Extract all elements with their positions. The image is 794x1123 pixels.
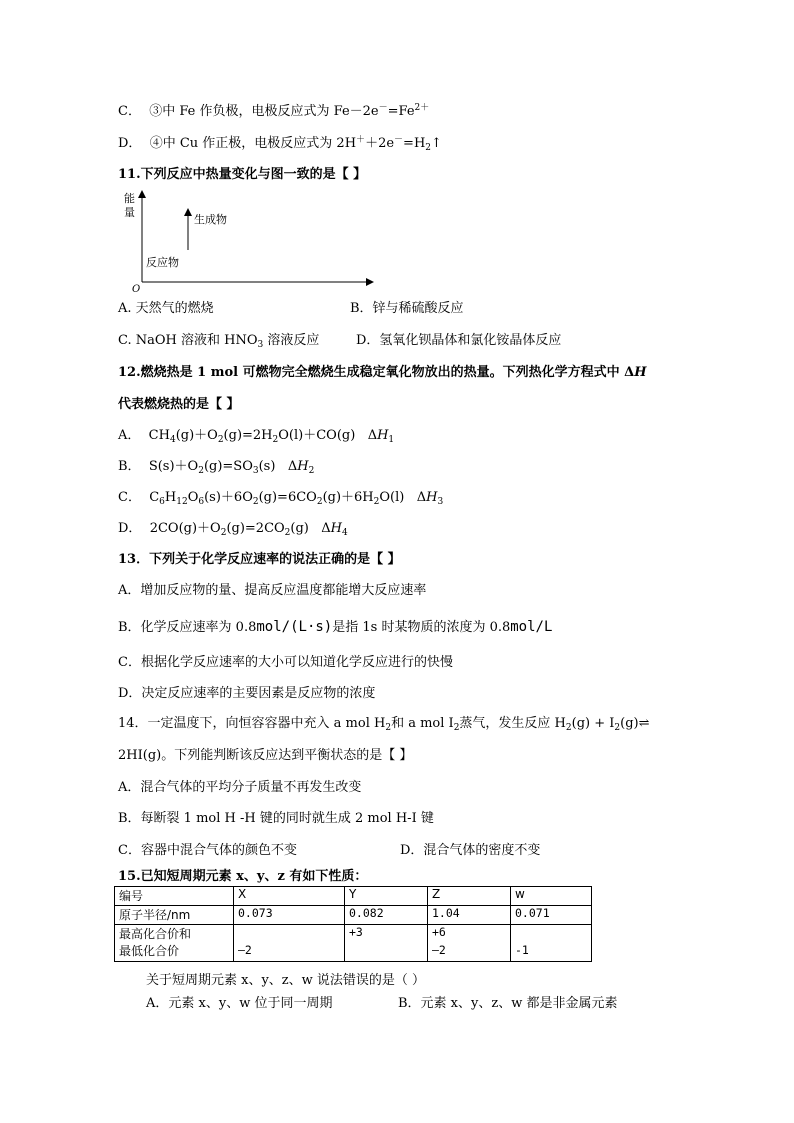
header-cell: X	[234, 887, 345, 906]
table-header-row	[115, 887, 592, 906]
header-cell: Z	[428, 887, 511, 906]
table-row	[115, 925, 592, 962]
reactant-label: 反应物	[146, 256, 179, 269]
q14-stem-line2: 2HI(g)。下列能判断该反应达到平衡状态的是【 】	[118, 748, 413, 763]
q11-option-a: A. 天然气的燃烧	[118, 301, 214, 316]
q12-option-b: B． $S(s)+O_2(g)=SO_3(s)$ $\Delta H_2$	[118, 459, 315, 476]
q12-stem-line2: 代表燃烧热的是【 】	[118, 397, 240, 412]
header-cell: 编号	[115, 887, 234, 906]
q13-option-d: D．决定反应速率的主要因素是反应物的浓度	[118, 686, 376, 701]
header-cell: w	[511, 887, 592, 906]
q15-option-b: B．元素 x、y、z、w 都是非金属元素	[398, 996, 618, 1011]
table-row	[115, 906, 592, 925]
row-label: 原子半径/nm	[115, 906, 234, 925]
energy-diagram	[118, 188, 378, 296]
q11-stem: 11.下列反应中热量变化与图一致的是【 】	[118, 167, 367, 182]
table-cell: 1.04	[428, 906, 511, 925]
table-cell: 0.073	[234, 906, 345, 925]
table-cell: 0.071	[511, 906, 592, 925]
q12-option-c: C． $C_6H_{12}O_6(s)+6O_2(g)=6CO_2(g)+6H_2O(l)$ $\Delta H_3$	[118, 490, 444, 507]
q14-stem-line1: 14．一定温度下，向恒容容器中充入 a mol $H_2$和 a mol $I_2$蒸气，发生反应 $H_2(g)$ + $I_2(g)\rightleftharpoons$	[118, 716, 650, 733]
q11-option-b: B．锌与稀硫酸反应	[350, 301, 464, 316]
origin-label: O	[132, 284, 141, 295]
table-cell: —2	[234, 925, 345, 962]
table-cell: -1	[511, 925, 592, 962]
q12-option-d: D． $2CO(g)+O_2(g)=2CO_2(g)$ $\Delta H_4$	[118, 521, 348, 538]
y-label-2: 量	[124, 206, 135, 219]
q12-option-a: A． $CH_4(g)+O_2(g)=2H_2O(l)+CO(g)$ $\Delta H_1$	[118, 428, 395, 445]
header-cell: Y	[345, 887, 428, 906]
table-cell: +6 —2	[428, 925, 511, 962]
q14-option-d: D．混合气体的密度不变	[400, 843, 541, 858]
product-label: 生成物	[194, 213, 227, 226]
q13-stem: 13．下列关于化学反应速率的说法正确的是【 】	[118, 552, 401, 567]
q15-stem: 15.已知短周期元素 x、y、z 有如下性质：	[118, 869, 368, 884]
table-cell: 0.082	[345, 906, 428, 925]
q14-option-b: B．每断裂 1 mol H -H 键的同时就生成 2 mol H-I 键	[118, 811, 434, 826]
q13-option-a: A．增加反应物的量、提高反应温度都能增大反应速率	[118, 583, 427, 598]
q11-option-c: C. NaOH 溶液和 $HNO_3$ 溶液反应	[118, 333, 320, 350]
q14-option-a: A．混合气体的平均分子质量不再发生改变	[118, 780, 362, 795]
y-label-1: 能	[124, 192, 135, 205]
q10-option-d: D． ④中 Cu 作正极，电极反应式为 $2H^++2e^-=H_2↑$	[118, 135, 442, 153]
q11-option-d: D．氢氧化钡晶体和氯化铵晶体反应	[356, 333, 562, 348]
q15-question: 关于短周期元素 x、y、z、w 说法错误的是（ ）	[146, 973, 426, 988]
q12-stem-line1: 12.燃烧热是 1 mol 可燃物完全燃烧生成稳定氧化物放出的热量。下列热化学方程式中 ΔH	[118, 365, 647, 380]
q13-option-c: C．根据化学反应速率的大小可以知道化学反应进行的快慢	[118, 655, 453, 670]
q13-option-b: B．化学反应速率为 0.8mol/(L·s)是指 1s 时某物质的浓度为 0.8mol/L	[118, 619, 553, 635]
q10-option-c: C． ③中 Fe 作负极，电极反应式为 $Fe-2e^-=Fe^{2+}$	[118, 103, 430, 119]
table-cell: +3	[345, 925, 428, 962]
q15-option-a: A．元素 x、y、w 位于同一周期	[146, 996, 333, 1011]
element-properties-table	[114, 886, 592, 962]
q14-option-c: C．容器中混合气体的颜色不变	[118, 843, 297, 858]
row-label: 最高化合价和 最低化合价	[115, 925, 234, 962]
